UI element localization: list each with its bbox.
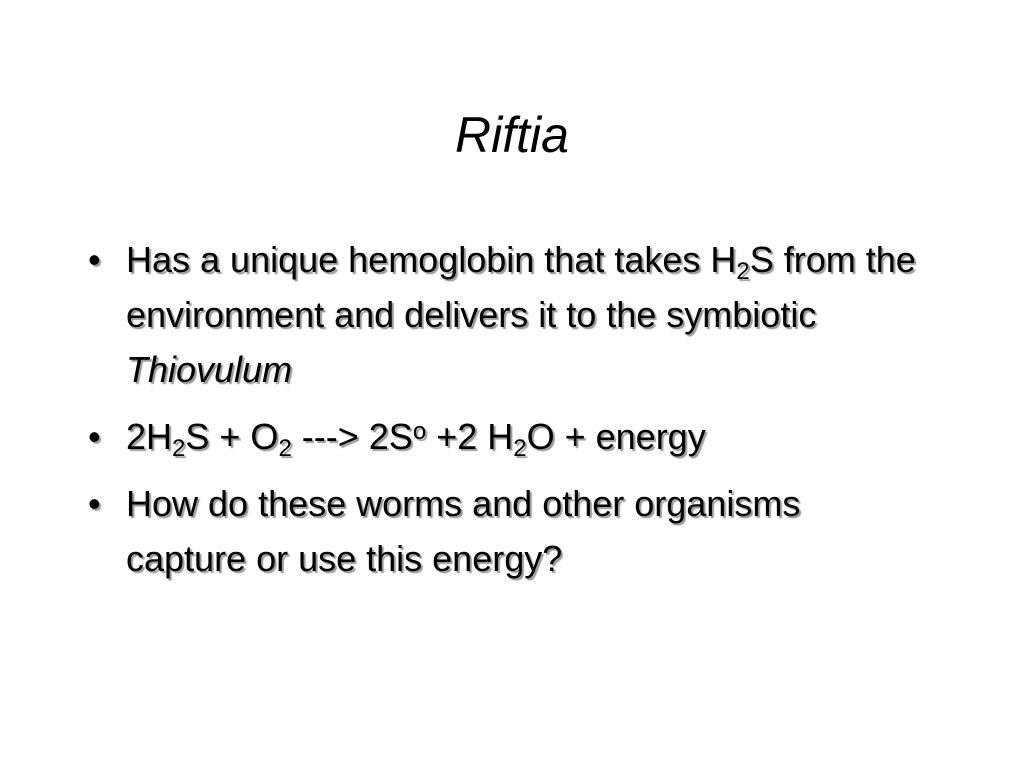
superscript: o [412, 418, 427, 445]
bullet-text: How do these worms and other organisms capture or use this energy? [126, 483, 801, 579]
slide-title: Riftia [455, 107, 569, 163]
italic-term: Thiovulum [126, 349, 293, 390]
bullet-item-equation [88, 409, 928, 464]
bullet-text: Has a unique hemoglobin that takes H [126, 239, 737, 280]
equation-part: 2H [126, 416, 173, 457]
equation-part: +2 H [426, 416, 514, 457]
equation-part: ---> 2S [291, 416, 413, 457]
bullet-dot: • [88, 239, 101, 280]
bullet-list [88, 232, 928, 598]
equation-part: O + energy [526, 416, 706, 457]
subscript: 2 [513, 435, 527, 462]
subscript: 2 [172, 435, 186, 462]
bullet-text: S from the environment and delivers it to the symbiotic [126, 239, 916, 335]
subscript: 2 [278, 435, 292, 462]
bullet-dot: • [88, 483, 101, 524]
bullet-dot: • [88, 416, 101, 457]
subscript: 2 [736, 258, 750, 285]
bullet-item-hemoglobin [88, 232, 928, 397]
bullet-item-question [88, 476, 928, 586]
equation-part: S + O [185, 416, 279, 457]
